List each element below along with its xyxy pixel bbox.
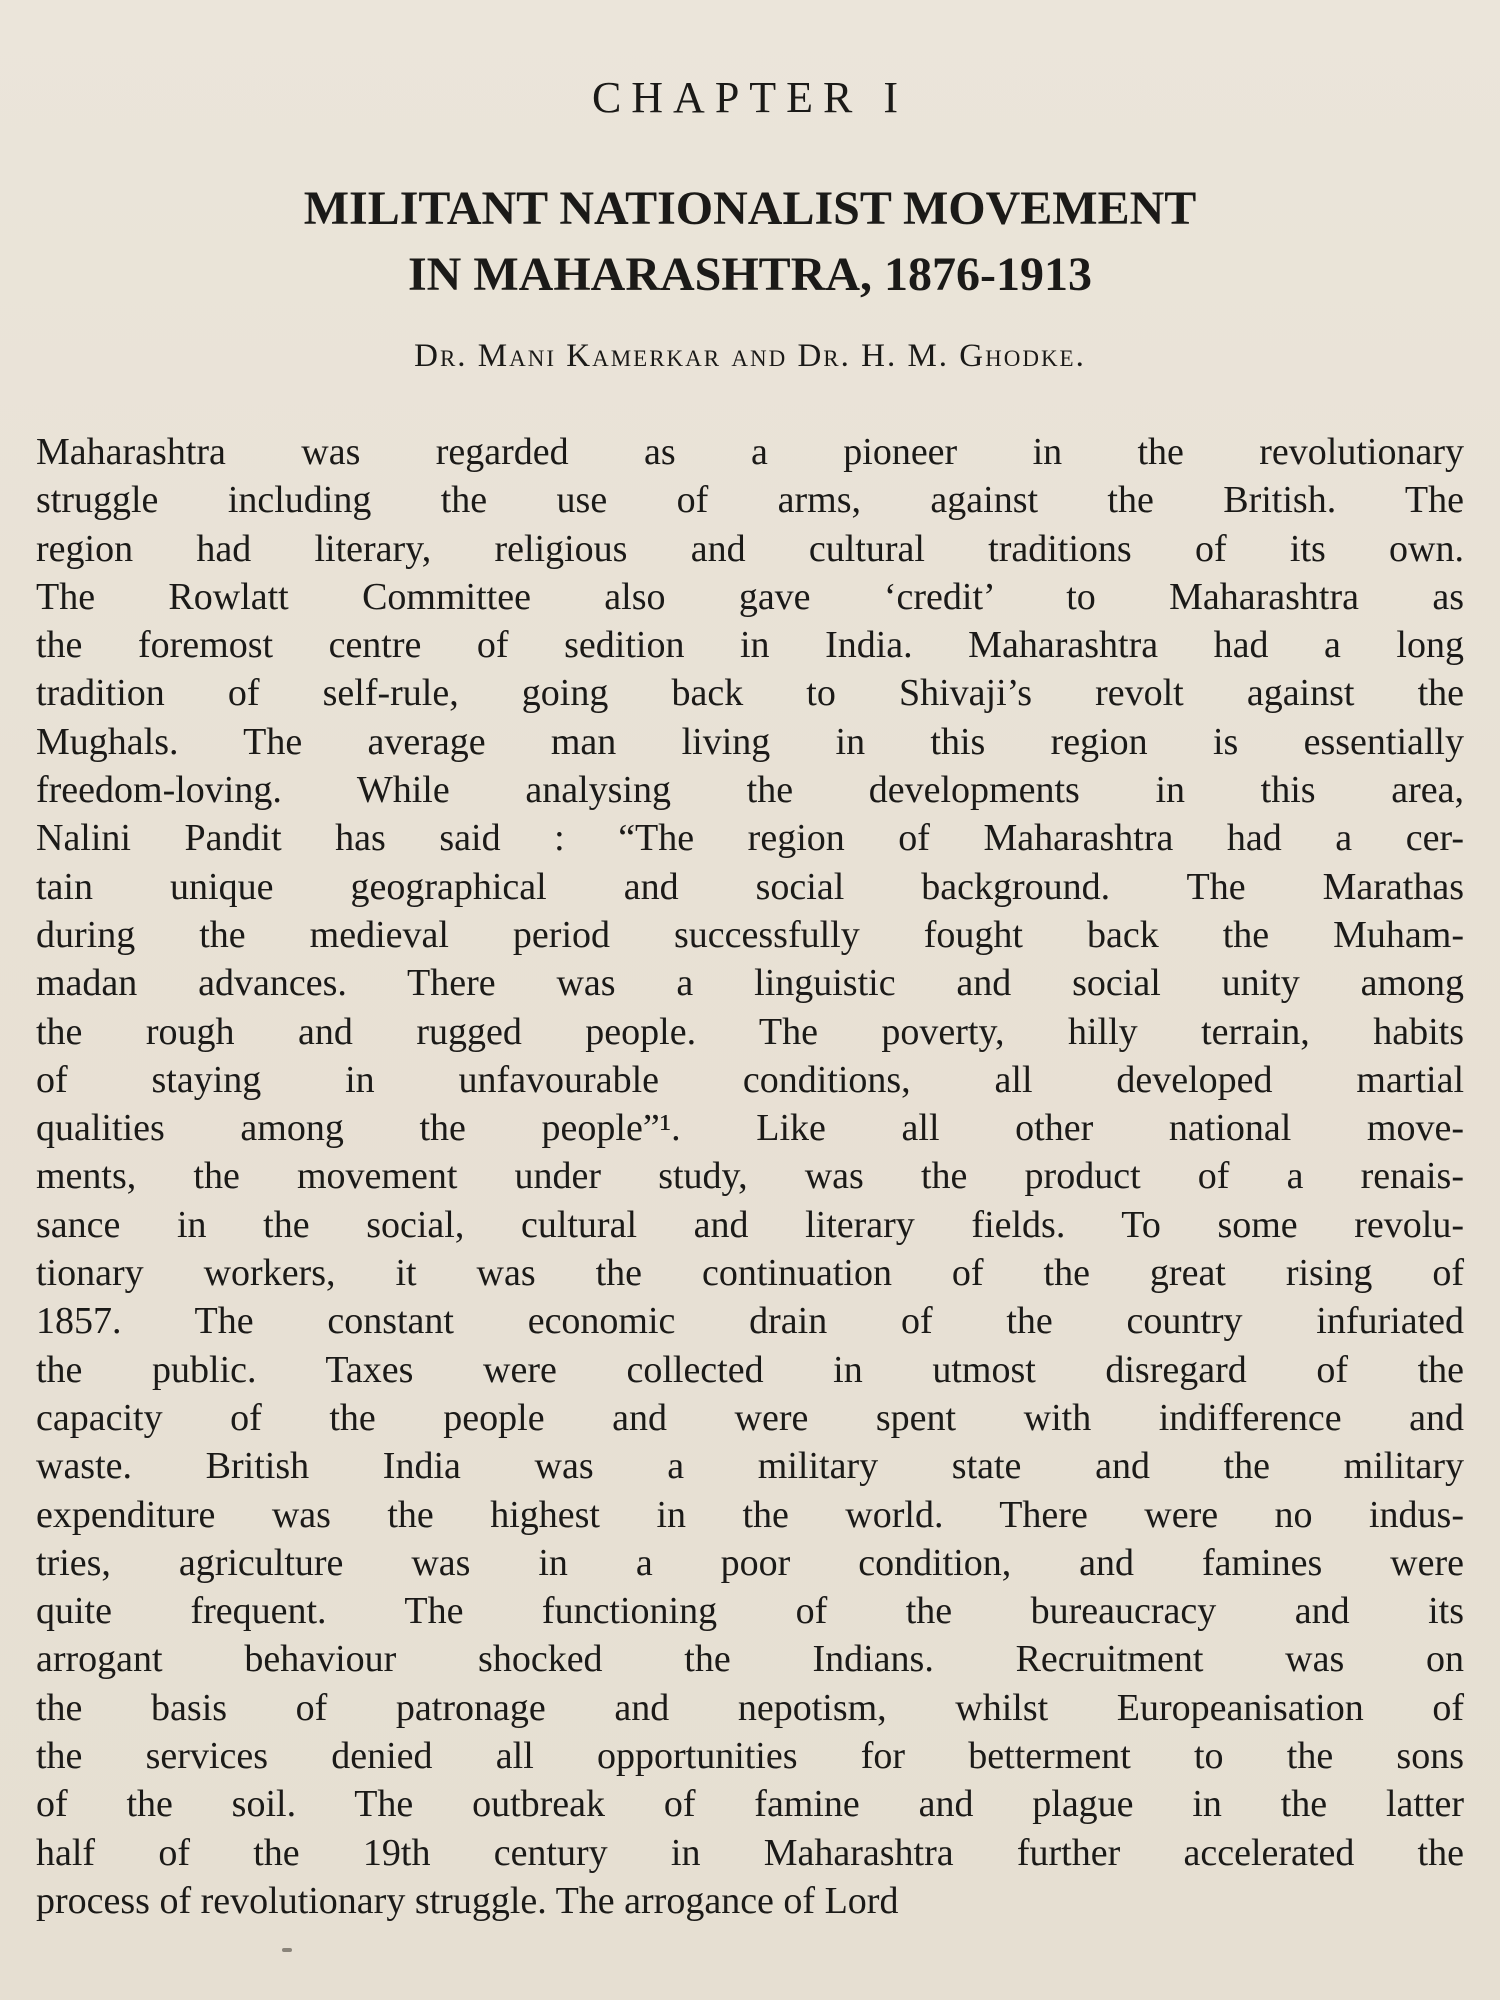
body-line: half of the 19th century in Maharashtra further accelerated the bbox=[36, 1831, 1464, 1874]
body-line: 1857. The constant economic drain of the country infuriated bbox=[36, 1300, 1464, 1343]
body-line: the foremost centre of sedition in India. Maharashtra had a long bbox=[36, 624, 1464, 667]
body-line: sance in the social, cultural and literary fields. To some revolu- bbox=[36, 1203, 1464, 1246]
chapter-title-line-1: MILITANT NATIONALIST MOVEMENT bbox=[303, 182, 1197, 235]
body-line: struggle including the use of arms, against the British. The bbox=[36, 479, 1464, 522]
chapter-title bbox=[0, 176, 1500, 308]
chapter-title-line-2: IN MAHARASHTRA, 1876-1913 bbox=[408, 248, 1092, 301]
body-line: capacity of the people and were spent with indifference and bbox=[36, 1396, 1464, 1439]
body-line: the services denied all opportunities for betterment to the sons bbox=[36, 1735, 1464, 1778]
author-byline: Dr. Mani Kamerkar and Dr. H. M. Ghodke. bbox=[414, 338, 1086, 374]
body-line: madan advances. There was a linguistic and social unity among bbox=[36, 962, 1464, 1005]
body-line: during the medieval period successfully fought back the Muham- bbox=[36, 913, 1464, 956]
body-line: process of revolutionary struggle. The arrogance of Lord bbox=[36, 1879, 899, 1922]
body-line: the rough and rugged people. The poverty, hilly terrain, habits bbox=[36, 1010, 1464, 1053]
body-line: ments, the movement under study, was the product of a renais- bbox=[36, 1155, 1464, 1198]
body-line: tries, agriculture was in a poor condition, and famines were bbox=[36, 1541, 1464, 1584]
body-line: the public. Taxes were collected in utmost disregard of the bbox=[36, 1348, 1464, 1391]
body-line: freedom-loving. While analysing the developments in this area, bbox=[36, 769, 1464, 812]
body-line: Nalini Pandit has said : “The region of Maharashtra had a cer- bbox=[36, 817, 1464, 860]
body-line: region had literary, religious and cultural traditions of its own. bbox=[36, 527, 1464, 570]
chapter-label: CHAPTER I bbox=[591, 73, 909, 122]
body-line: the basis of patronage and nepotism, whilst Europeanisation of bbox=[36, 1686, 1464, 1729]
body-paragraph bbox=[36, 428, 1464, 1925]
body-line: arrogant behaviour shocked the Indians. Recruitment was on bbox=[36, 1638, 1464, 1681]
body-line: tain unique geographical and social background. The Marathas bbox=[36, 865, 1464, 908]
paper-speck bbox=[282, 1948, 292, 1952]
body-line: tradition of self-rule, going back to Shivaji’s revolt against the bbox=[36, 672, 1464, 715]
body-line: qualities among the people”¹. Like all other national move- bbox=[36, 1107, 1464, 1150]
body-line: expenditure was the highest in the world. There were no indus- bbox=[36, 1493, 1464, 1536]
body-line: of staying in unfavourable conditions, all developed martial bbox=[36, 1058, 1464, 1101]
body-line: of the soil. The outbreak of famine and plague in the latter bbox=[36, 1783, 1464, 1826]
body-line: Maharashtra was regarded as a pioneer in the revolutionary bbox=[36, 431, 1464, 473]
body-line: Mughals. The average man living in this region is essentially bbox=[36, 720, 1464, 763]
body-line: waste. British India was a military state and the military bbox=[36, 1445, 1464, 1488]
body-line: quite frequent. The functioning of the bureaucracy and its bbox=[36, 1590, 1464, 1633]
body-line: The Rowlatt Committee also gave ‘credit’ to Maharashtra as bbox=[36, 575, 1464, 618]
body-line: tionary workers, it was the continuation of the great rising of bbox=[36, 1252, 1464, 1295]
